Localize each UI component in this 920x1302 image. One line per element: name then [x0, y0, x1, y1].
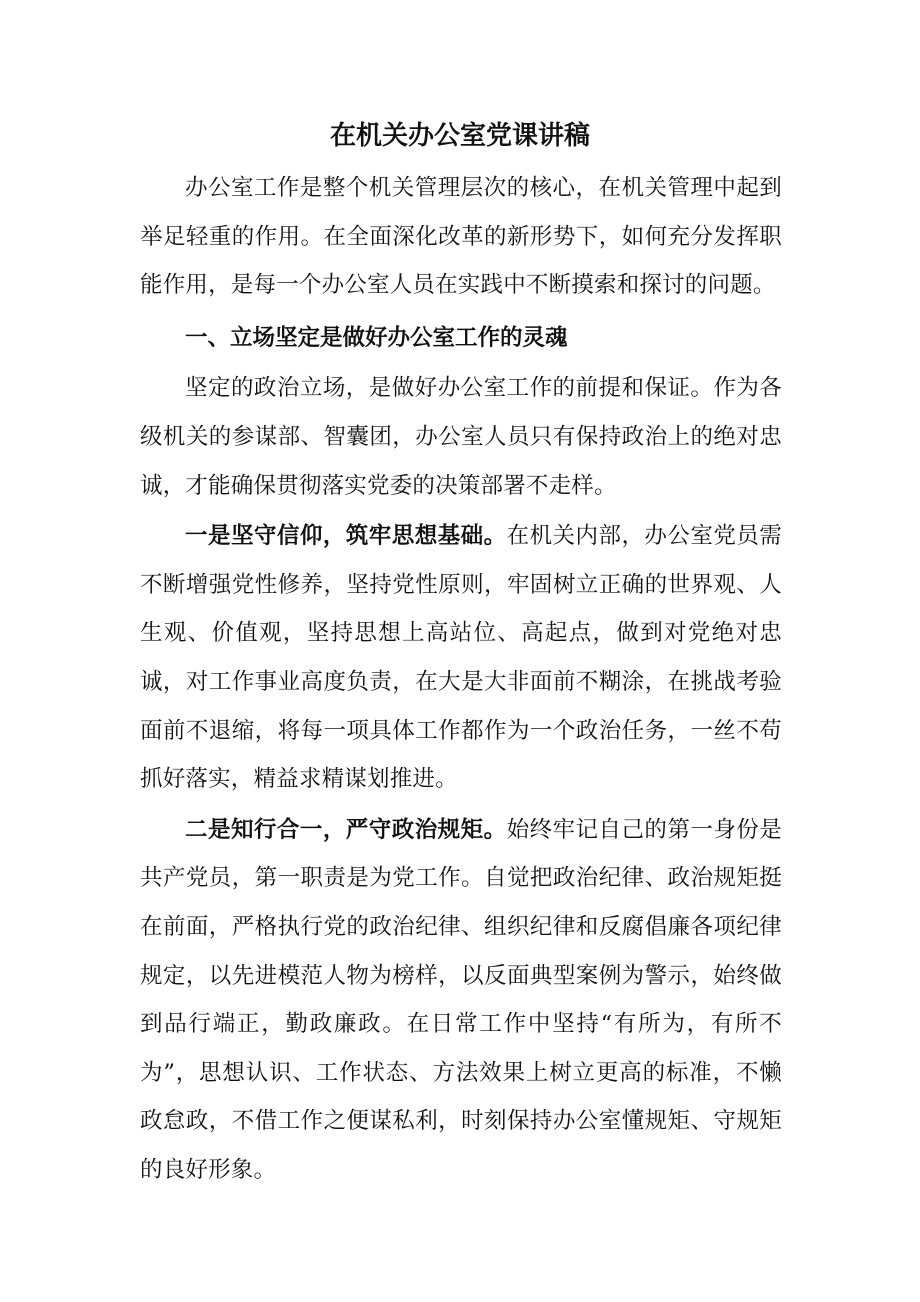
point-1-paragraph	[140, 512, 782, 804]
point-1-lead: 一是坚守信仰，筑牢思想基础。	[185, 523, 507, 550]
intro-paragraph: 办公室工作是整个机关管理层次的核心，在机关管理中起到举足轻重的作用。在全面深化改革的新形势下，如何充分发挥职能作用，是每一个办公室人员在实践中不断摸索和探讨的问题。	[140, 175, 782, 299]
section-heading-1: 一、立场坚定是做好办公室工作的灵魂	[185, 324, 568, 351]
point-2-lead: 二是知行合一，严守政治规矩。	[185, 816, 507, 843]
point-2-paragraph	[140, 806, 782, 1195]
document-title: 在机关办公室党课讲稿	[329, 121, 590, 151]
point-1-text: 在机关内部，办公室党员需不断增强党性修养，坚持党性原则，牢固树立正确的世界观、人生观、价值观，坚持思想上高站位、高起点，做到对党绝对忠诚，对工作事业高度负责，在大是大非面前不糊涂，在挑战考验面前不退缩，将每一项具体工作都作为一个政治任务，一丝不苟抓好落实，精益求精谋划推进。	[140, 523, 782, 793]
section-1-paragraph: 坚定的政治立场，是做好办公室工作的前提和保证。作为各级机关的参谋部、智囊团，办公室人员只有保持政治上的绝对忠诚，才能确保贯彻落实党委的决策部署不走样。	[140, 375, 782, 499]
document-body	[140, 164, 782, 1194]
point-2-text: 始终牢记自己的第一身份是共产党员，第一职责是为党工作。自觉把政治纪律、政治规矩挺在前面，严格执行党的政治纪律、组织纪律和反腐倡廉各项纪律规定，以先进模范人物为榜样，以反面典型案例为警示，始终做到品行端正，勤政廉政。在日常工作中坚持“有所为，有所不为”，思想认识、工作状态、方法效果上树立更高的标准，不懒政怠政，不借工作之便谋私利，时刻保持办公室懂规矩、守规矩的良好形象。	[140, 816, 782, 1183]
